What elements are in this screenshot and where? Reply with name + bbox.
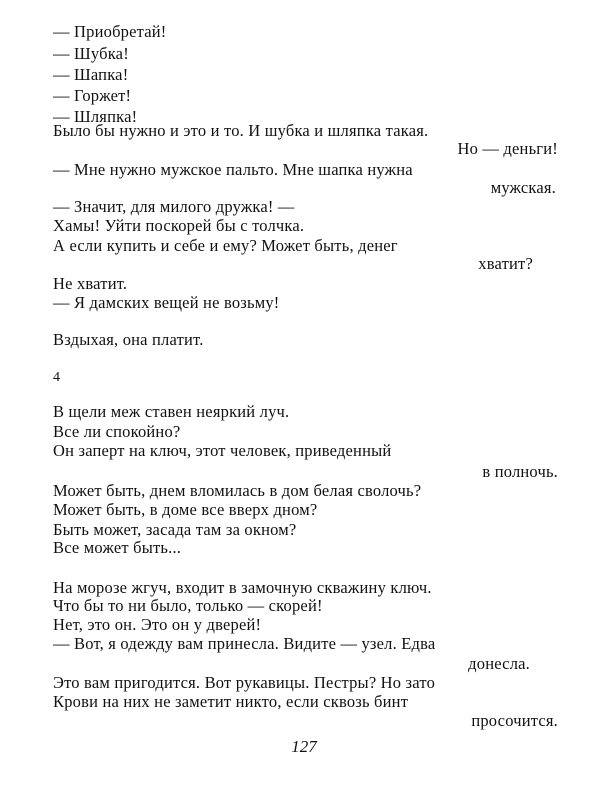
text-line: На морозе жгуч, входит в замочную скважину ключ.	[53, 578, 432, 597]
text-line: Он заперт на ключ, этот человек, приведенный	[53, 441, 392, 460]
text-line: Все ли спокойно?	[53, 422, 181, 441]
text-line-continuation: мужская.	[490, 178, 556, 197]
text-line: — Шубка!	[53, 44, 129, 63]
text-line: Может быть, днем вломилась в дом белая сволочь?	[53, 481, 422, 500]
text-line: Это вам пригодится. Вот рукавицы. Пестры? Но зато	[53, 673, 436, 692]
text-line-continuation: в полночь.	[482, 462, 558, 481]
text-line-continuation: донесла.	[468, 654, 530, 673]
text-line: — Шляпка!	[53, 107, 138, 126]
text-line-continuation: Но — деньги!	[457, 139, 558, 158]
text-line: — Я дамских вещей не возьму!	[53, 293, 280, 312]
text-line: — Горжет!	[53, 86, 132, 105]
text-line: Что бы то ни было, только — скорей!	[53, 596, 323, 615]
text-line-continuation: просочится.	[471, 711, 558, 730]
text-line: Нет, это он. Это он у дверей!	[53, 615, 262, 634]
text-line: Не хватит.	[53, 274, 128, 293]
text-line: — Значит, для милого дружка! —	[53, 197, 295, 216]
text-line: — Приобретай!	[53, 22, 167, 41]
text-line: Все может быть...	[53, 538, 182, 557]
text-line: Было бы нужно и это и то. И шубка и шляпка такая.	[53, 121, 429, 140]
text-line: — Шапка!	[53, 65, 129, 84]
text-line: Хамы! Уйти поскорей бы с толчка.	[53, 216, 305, 235]
page-number: 127	[291, 737, 317, 756]
text-line: Может быть, в доме все вверх дном?	[53, 500, 318, 519]
text-line: Крови на них не заметит никто, если сквозь бинт	[53, 692, 409, 711]
text-line-continuation: хватит?	[478, 254, 533, 273]
text-line: Вздыхая, она платит.	[53, 330, 204, 349]
text-line: А если купить и себе и ему? Может быть, денег	[53, 236, 398, 255]
text-line: Быть может, засада там за окном?	[53, 520, 297, 539]
section-number: 4	[53, 370, 61, 385]
text-line: — Вот, я одежду вам принесла. Видите — узел. Едва	[53, 634, 436, 653]
text-line: — Мне нужно мужское пальто. Мне шапка нужна	[53, 160, 413, 179]
text-line: В щели меж ставен неяркий луч.	[53, 402, 290, 421]
